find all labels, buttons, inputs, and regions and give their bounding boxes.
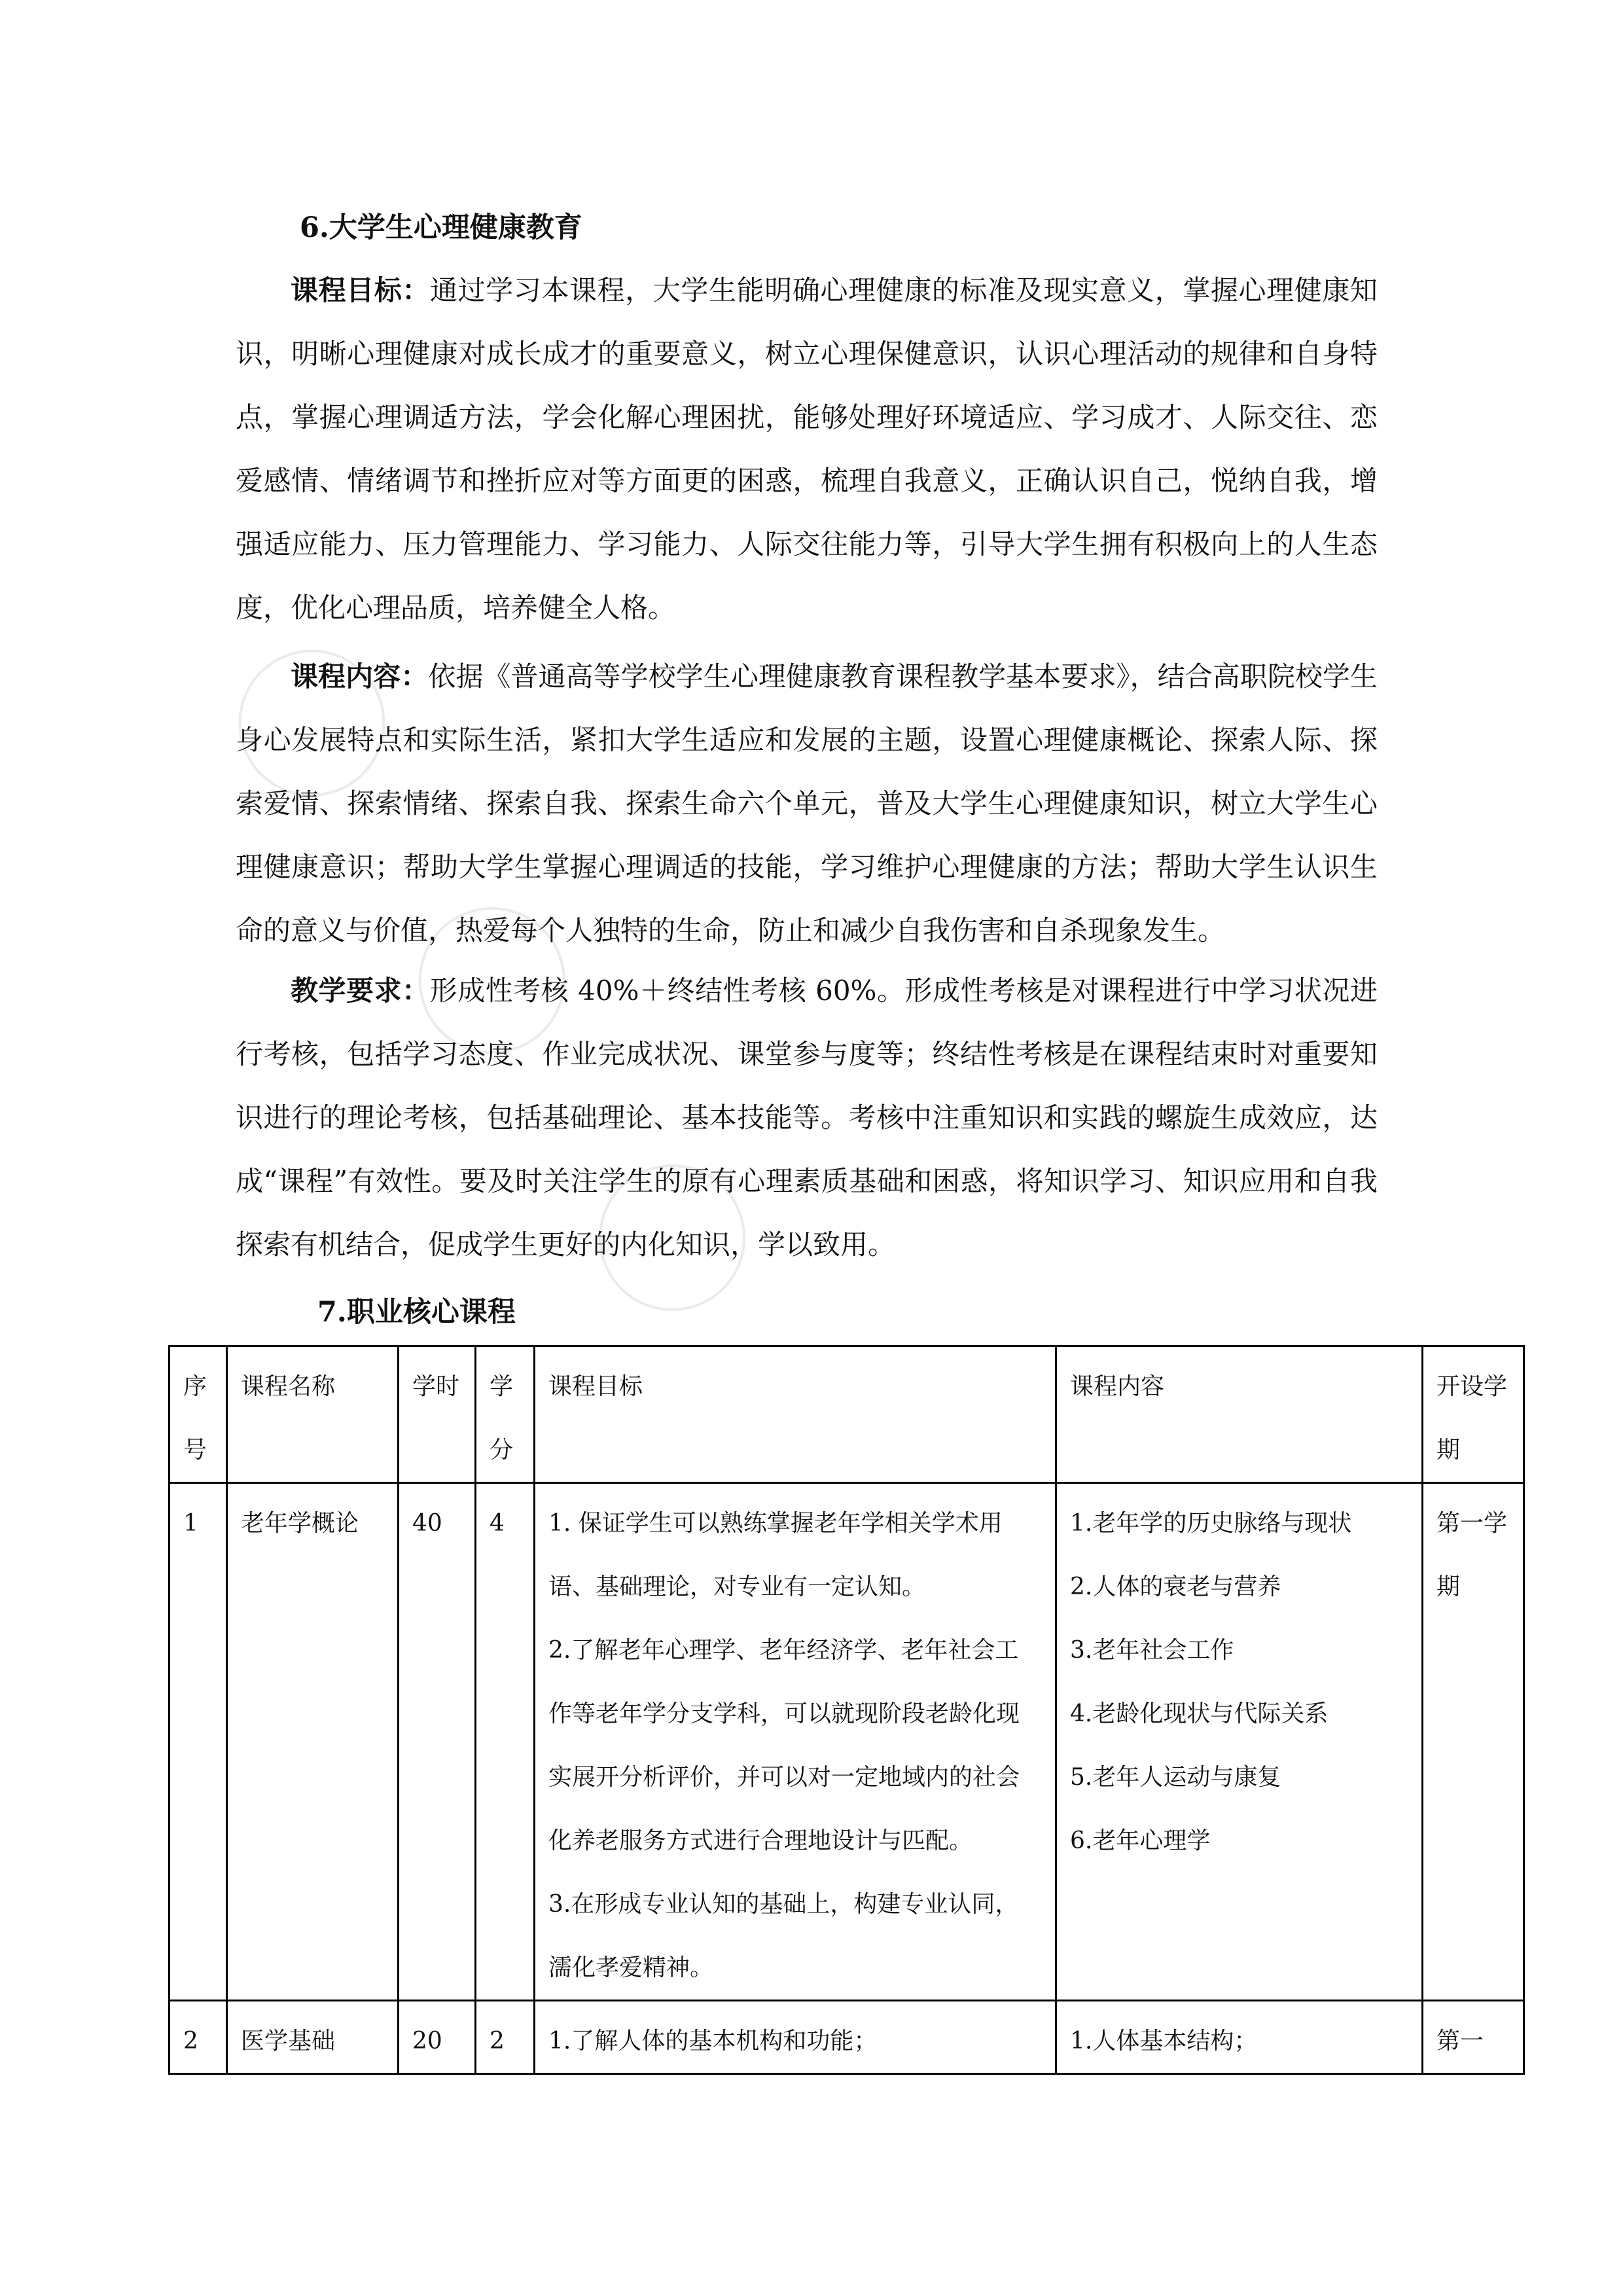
row-2-hours: 20	[399, 2001, 476, 2074]
goal-text: 通过学习本课程，大学生能明确心理健康的标准及现实意义，掌握心理健康知识，明晰心理健康对成长成才的重要意义，树立心理保健意识，认识心理活动的规律和自身特点，掌握心理调适方法，学会化解心理困扰，能够处理好环境适应、学习成才、人际交往、恋爱感情、情绪调节和挫折应对等方面更的困惑，梳理自我意义，正确认识自己，悦纳自我，增强适应能力、压力管理能力、学习能力、人际交往能力等，引导大学生拥有积极向上的人生态度，优化心理品质，培养健全人格。	[236, 274, 1378, 624]
row-1-name: 老年学概论	[227, 1483, 399, 2001]
requirement-text: 形成性考核 40%＋终结性考核 60%。形成性考核是对课程进行中学习状况进行考核，包括学习态度、作业完成状况、课堂参与度等；终结性考核是在课程结束时对重要知识进行的理论考核，包括基础理论、基本技能等。考核中注重知识和实践的螺旋生成效应，达成“课程”有效性。要及时关注学生的原有心理素质基础和困惑，将知识学习、知识应用和自我探索有机结合，促成学生更好的内化知识，学以致用。	[236, 975, 1378, 1261]
row-2-credits: 2	[476, 2001, 535, 2074]
row-1-goals	[535, 1483, 1056, 2001]
goal-label: 课程目标：	[291, 274, 431, 306]
content-item: 1.人体基本结构；	[1070, 2028, 1258, 2054]
course-content-paragraph	[236, 645, 1378, 962]
row-2-name: 医学基础	[227, 2001, 399, 2074]
content-item: 5.老年人运动与康复	[1070, 1764, 1281, 1791]
table-row	[169, 2001, 1524, 2074]
header-course-name: 课程名称	[227, 1346, 399, 1483]
row-1-term: 第一学期	[1423, 1483, 1524, 2001]
content-item: 4.老龄化现状与代际关系	[1070, 1700, 1329, 1727]
row-1-hours: 40	[399, 1483, 476, 2001]
header-course-content: 课程内容	[1056, 1346, 1423, 1483]
section-7-heading: 7.职业核心课程	[317, 1296, 516, 1329]
content-item: 3.老年社会工作	[1070, 1637, 1234, 1664]
row-1-no: 1	[169, 1483, 227, 2001]
requirement-label: 教学要求：	[291, 975, 430, 1007]
content-label: 课程内容：	[291, 660, 429, 692]
header-hours: 学时	[399, 1346, 476, 1483]
goal-item: 3.在形成专业认知的基础上，构建专业认同，濡化孝爱精神。	[548, 1891, 1019, 1981]
content-item: 6.老年心理学	[1070, 1827, 1211, 1854]
teaching-requirement-paragraph	[236, 959, 1378, 1276]
goal-item: 1.了解人体的基本机构和功能；	[548, 2028, 878, 2054]
course-goal-paragraph	[236, 259, 1378, 639]
row-1-credits: 4	[476, 1483, 535, 2001]
header-term: 开设学期	[1423, 1346, 1524, 1483]
header-course-goal: 课程目标	[535, 1346, 1056, 1483]
content-item: 1.老年学的历史脉络与现状	[1070, 1510, 1352, 1537]
row-2-contents	[1056, 2001, 1423, 2074]
content-item: 2.人体的衰老与营养	[1070, 1573, 1281, 1600]
section-6-heading: 6.大学生心理健康教育	[300, 211, 582, 244]
header-credits: 学分	[476, 1346, 535, 1483]
row-1-contents	[1056, 1483, 1423, 2001]
row-2-no: 2	[169, 2001, 227, 2074]
goal-item: 1. 保证学生可以熟练掌握老年学相关学术用语、基础理论，对专业有一定认知。	[548, 1510, 1003, 1600]
content-text: 依据《普通高等学校学生心理健康教育课程教学基本要求》，结合高职院校学生身心发展特点和实际生活，紧扣大学生适应和发展的主题，设置心理健康概论、探索人际、探索爱情、探索情绪、探索自我、探索生命六个单元，普及大学生心理健康知识，树立大学生心理健康意识；帮助大学生掌握心理调适的技能，学习维护心理健康的方法；帮助大学生认识生命的意义与价值，热爱每个人独特的生命，防止和减少自我伤害和自杀现象发生。	[236, 660, 1378, 946]
goal-item: 2.了解老年心理学、老年经济学、老年社会工作等老年学分支学科，可以就现阶段老龄化现实展开分析评价，并可以对一定地域内的社会化养老服务方式进行合理地设计与匹配。	[548, 1637, 1020, 1854]
row-2-goals	[535, 2001, 1056, 2074]
table-row	[169, 1483, 1524, 2001]
row-2-term: 第一	[1423, 2001, 1524, 2074]
table-header-row	[169, 1346, 1524, 1483]
core-course-table	[168, 1345, 1525, 2075]
header-no: 序号	[169, 1346, 227, 1483]
